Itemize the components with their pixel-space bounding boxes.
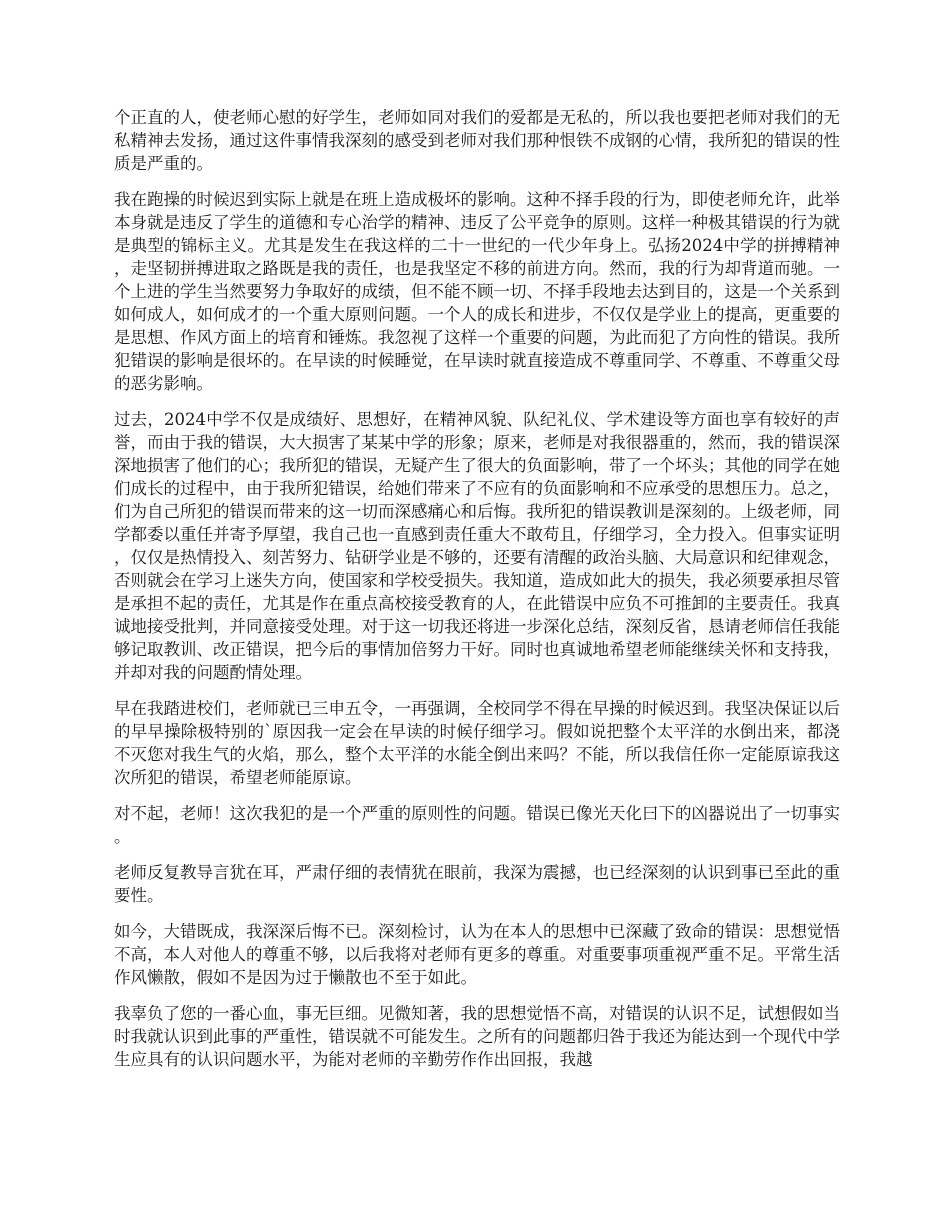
paragraph-3: 过去，2024中学不仅是成绩好、思想好，在精神风貌、队纪礼仪、学术建设等方面也享有较好的声誉，而由于我的错误，大大损害了某某中学的形象；原来，老师是对我很器重的，然而，我的错误深深地损害了他们的心；我所犯的错误，无疑产生了很大的负面影响，带了一个坏头；其他的同学在她们成长的过程中，由于我所犯错误，给她们带来了不应有的负面影响和不应承受的思想压力。总之，们为自己所犯的错误而带来的这一切而深感痛心和后悔。我所犯的错误教训是深刻的。上级老师，同学都委以重任并寄予厚望，我自己也一直感到责任重大不敢苟且，仔细学习，全力投入。但事实证明，仅仅是热情投入、刻苦努力、钻研学业是不够的，还要有清醒的政治头脑、大局意识和纪律观念，否则就会在学习上迷失方向，使国家和学校受损失。我知道，造成如此大的损失，我必须要承担尽管是承担不起的责任，尤其是作在重点高校接受教育的人，在此错误中应负不可推卸的主要责任。我真诚地接受批判，并同意接受处理。对于这一切我还将进一步深化总结，深刻反省，恳请老师信任我能够记取教训、改正错误，把今后的事情加倍努力干好。同时也真诚地希望老师能继续关怀和支持我，并却对我的问题酌情处理。 [114, 410, 840, 682]
paragraph-7: 如今，大错既成，我深深后悔不已。深刻检讨，认为在本人的思想中已深藏了致命的错误：思想觉悟不高，本人对他人的尊重不够，以后我将对老师有更多的尊重。对重要事项重视严重不足。平常生活作风懒散，假如不是因为过于懒散也不至于如此。 [114, 922, 840, 987]
paragraph-2: 我在跑操的时候迟到实际上就是在班上造成极坏的影响。这种不择手段的行为，即使老师允许，此举本身就是违反了学生的道德和专心治学的精神、违反了公平竞争的原则。这样一种极其错误的行为就是典型的锦标主义。尤其是发生在我这样的二十一世纪的一代少年身上。弘扬2024中学的拼搏精神，走坚韧拼搏进取之路既是我的责任，也是我坚定不移的前进方向。然而，我的行为却背道而驰。一个上进的学生当然要努力争取好的成绩，但不能不顾一切、不择手段地去达到目的，这是一个关系到如何成人，如何成才的一个重大原则问题。一个人的成长和进步，不仅仅是学业上的提高，更重要的是思想、作风方面上的培育和锤炼。我忽视了这样一个重要的问题，为此而犯了方向性的错误。我所犯错误的影响是很坏的。在早读的时候睡觉，在早读时就直接造成不尊重同学、不尊重、不尊重父母的恶劣影响。 [114, 190, 840, 393]
paragraph-5: 对不起，老师！这次我犯的是一个严重的原则性的问题。错误已像光天化曰下的凶器说出了一切事实。 [114, 804, 840, 846]
paragraph-6: 老师反复教导言犹在耳，严肃仔细的表情犹在眼前，我深为震撼，也已经深刻的认识到事已至此的重要性。 [114, 863, 840, 905]
paragraph-4: 早在我踏进校们，老师就已三申五令，一再强调，全校同学不得在早操的时候迟到。我坚决保证以后的早早操除极特别的`原因我一定会在早读的时候仔细学习。假如说把整个太平洋的水倒出来，都浇不灭您对我生气的火焰，那么，整个太平洋的水能全倒出来吗？不能，所以我信任你一定能原谅我这次所犯的错误，希望老师能原谅。 [114, 699, 840, 787]
paragraph-1: 个正直的人，使老师心慰的好学生，老师如同对我们的爱都是无私的，所以我也要把老师对我们的无私精神去发扬，通过这件事情我深刻的感受到老师对我们那种恨铁不成钢的心情，我所犯的错误的性质是严重的。 [114, 108, 840, 173]
paragraph-8: 我辜负了您的一番心血，事无巨细。见微知著，我的思想觉悟不高，对错误的认识不足，试想假如当时我就认识到此事的严重性，错误就不可能发生。之所有的问题都归咎于我还为能达到一个现代中学生应具有的认识问题水平，为能对老师的辛勤劳作作出回报，我越 [114, 1004, 840, 1069]
document-page [114, 106, 840, 1084]
